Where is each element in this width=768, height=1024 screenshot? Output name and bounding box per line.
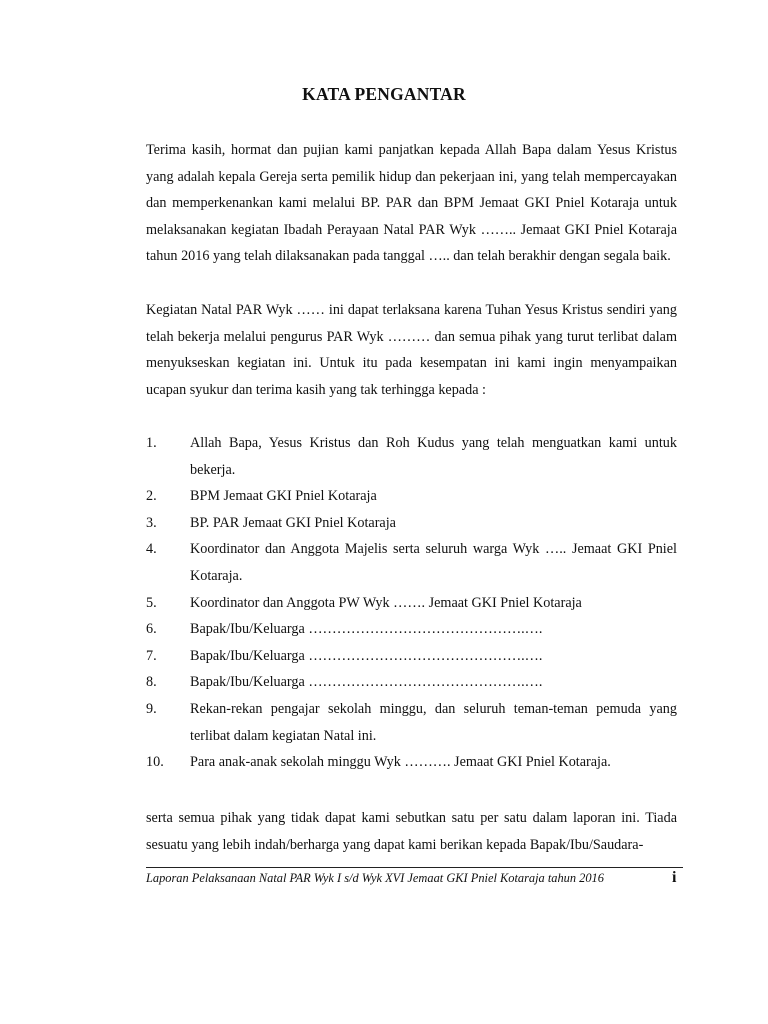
- list-item-text: Bapak/Ibu/Keluarga ……………………………………….….: [190, 674, 543, 691]
- list-item-number: 2.: [146, 488, 157, 505]
- list-item: [146, 536, 677, 589]
- list-item-number: 5.: [146, 594, 157, 611]
- list-item-number: 6.: [146, 621, 157, 638]
- list-item-number: 9.: [146, 700, 157, 717]
- list-item-number: 4.: [146, 541, 157, 558]
- list-item-text: Para anak-anak sekolah minggu Wyk ………. Jemaat GKI Pniel Kotaraja.: [190, 754, 611, 771]
- thanks-list: [146, 430, 677, 776]
- list-item-number: 7.: [146, 647, 157, 664]
- list-item-number: 8.: [146, 674, 157, 691]
- list-item-number: 3.: [146, 514, 157, 531]
- list-item-text: Koordinator dan Anggota PW Wyk ……. Jemaat GKI Pniel Kotaraja: [190, 594, 582, 611]
- list-item: [146, 696, 677, 749]
- list-item-text: BPM Jemaat GKI Pniel Kotaraja: [190, 488, 377, 505]
- list-item: [146, 483, 677, 510]
- list-item: [146, 669, 677, 696]
- footer-divider: [146, 867, 683, 868]
- list-item-number: 10.: [146, 754, 164, 771]
- footer-text: Laporan Pelaksanaan Natal PAR Wyk I s/d Wyk XVI Jemaat GKI Pniel Kotaraja tahun 2016: [146, 871, 604, 885]
- list-item-text: Bapak/Ibu/Keluarga ……………………………………….….: [190, 621, 543, 638]
- paragraph-thanks-intro: Kegiatan Natal PAR Wyk …… ini dapat terlaksana karena Tuhan Yesus Kristus sendiri yang telah bekerja melalui pengurus PAR Wyk ……… dan semua pihak yang turut terlibat dalam menyukseskan kegiatan ini. Untuk itu pada kesempatan ini kami ingin menyampaikan ucapan syukur dan terima kasih yang tak terhingga kepada :: [146, 302, 677, 398]
- list-item-text: Rekan-rekan pengajar sekolah minggu, dan seluruh teman-teman pemuda yang terlibat dalam kegiatan Natal ini.: [190, 700, 677, 744]
- list-item: [146, 749, 677, 776]
- paragraph-opening: Terima kasih, hormat dan pujian kami panjatkan kepada Allah Bapa dalam Yesus Kristus yang adalah kepala Gereja serta pemilik hidup dan pekerjaan ini, yang telah mempercayakan dan memperkenankan kami melalui BP. PAR dan BPM Jemaat GKI Pniel Kotaraja untuk melaksanakan kegiatan Ibadah Perayaan Natal PAR Wyk …….. Jemaat GKI Pniel Kotaraja tahun 2016 yang telah dilaksanakan pada tanggal ….. dan telah berakhir dengan segala baik.: [146, 142, 677, 265]
- list-item-number: 1.: [146, 435, 157, 451]
- document-title: KATA PENGANTAR: [302, 84, 466, 104]
- list-item: [146, 590, 677, 617]
- list-item-text: Allah Bapa, Yesus Kristus dan Roh Kudus yang telah menguatkan kami untuk bekerja.: [190, 435, 677, 478]
- list-item: [146, 510, 677, 537]
- page-number: i: [672, 869, 677, 886]
- list-item: [146, 616, 677, 643]
- list-item-text: BP. PAR Jemaat GKI Pniel Kotaraja: [190, 514, 396, 531]
- list-item: [146, 430, 677, 483]
- list-item: [146, 643, 677, 670]
- list-item-text: Bapak/Ibu/Keluarga ……………………………………….….: [190, 647, 543, 664]
- list-item-text: Koordinator dan Anggota Majelis serta seluruh warga Wyk ….. Jemaat GKI Pniel Kotaraja.: [190, 541, 677, 584]
- paragraph-closing: serta semua pihak yang tidak dapat kami sebutkan satu per satu dalam laporan ini. Tiada sesuatu yang lebih indah/berharga yang dapat kami berikan kepada Bapak/Ibu/Saudara-: [146, 810, 677, 853]
